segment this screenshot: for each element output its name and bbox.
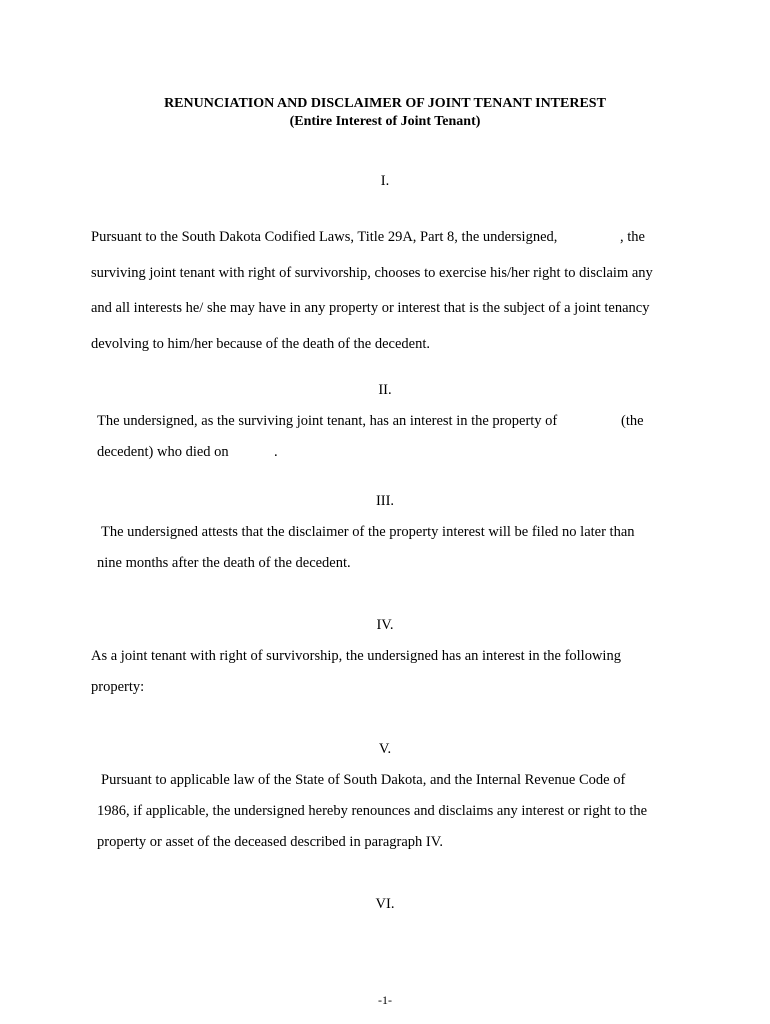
paragraph-2-line-2-end: . [274,444,278,460]
paragraph-5-line-3: property or asset of the deceased described in paragraph IV. [97,834,443,850]
section-heading-4: IV. [376,617,394,633]
section-heading-1: I. [380,173,390,189]
paragraph-3-line-2: nine months after the death of the decedent. [97,555,351,571]
paragraph-2-line-2: decedent) who died on [97,444,229,460]
section-heading-5: V. [378,741,392,757]
document-subtitle: (Entire Interest of Joint Tenant) [289,114,481,129]
paragraph-1-line-4: devolving to him/her because of the death of the decedent. [91,336,431,352]
paragraph-4-line-1: As a joint tenant with right of survivorship, the undersigned has an interest in the following [91,648,621,664]
paragraph-1-line-1: Pursuant to the South Dakota Codified Laws, Title 29A, Part 8, the undersigned, [91,229,558,245]
paragraph-1-line-1-end: , the [620,229,645,245]
section-heading-6: VI. [375,896,395,912]
paragraph-5-line-1: Pursuant to applicable law of the State of South Dakota, and the Internal Revenue Code of [101,772,626,788]
paragraph-5-line-2: 1986, if applicable, the undersigned hereby renounces and disclaims any interest or right to the [97,803,648,819]
paragraph-4-line-2: property: [91,679,145,695]
paragraph-1-line-2: surviving joint tenant with right of survivorship, chooses to exercise his/her right to disclaim any [91,265,653,281]
paragraph-2-line-1: The undersigned, as the surviving joint tenant, has an interest in the property of [97,413,558,429]
document-title: RENUNCIATION AND DISCLAIMER OF JOINT TENANT INTEREST [164,96,606,111]
page-number: -1- [378,993,392,1007]
section-heading-2: II. [378,382,392,398]
paragraph-2-line-1-end: (the [621,413,644,429]
paragraph-3-line-1: The undersigned attests that the disclaimer of the property interest will be filed no later than [101,524,635,540]
section-heading-3: III. [375,493,395,509]
paragraph-1-line-3: and all interests he/ she may have in any property or interest that is the subject of a joint tenancy [91,300,650,316]
